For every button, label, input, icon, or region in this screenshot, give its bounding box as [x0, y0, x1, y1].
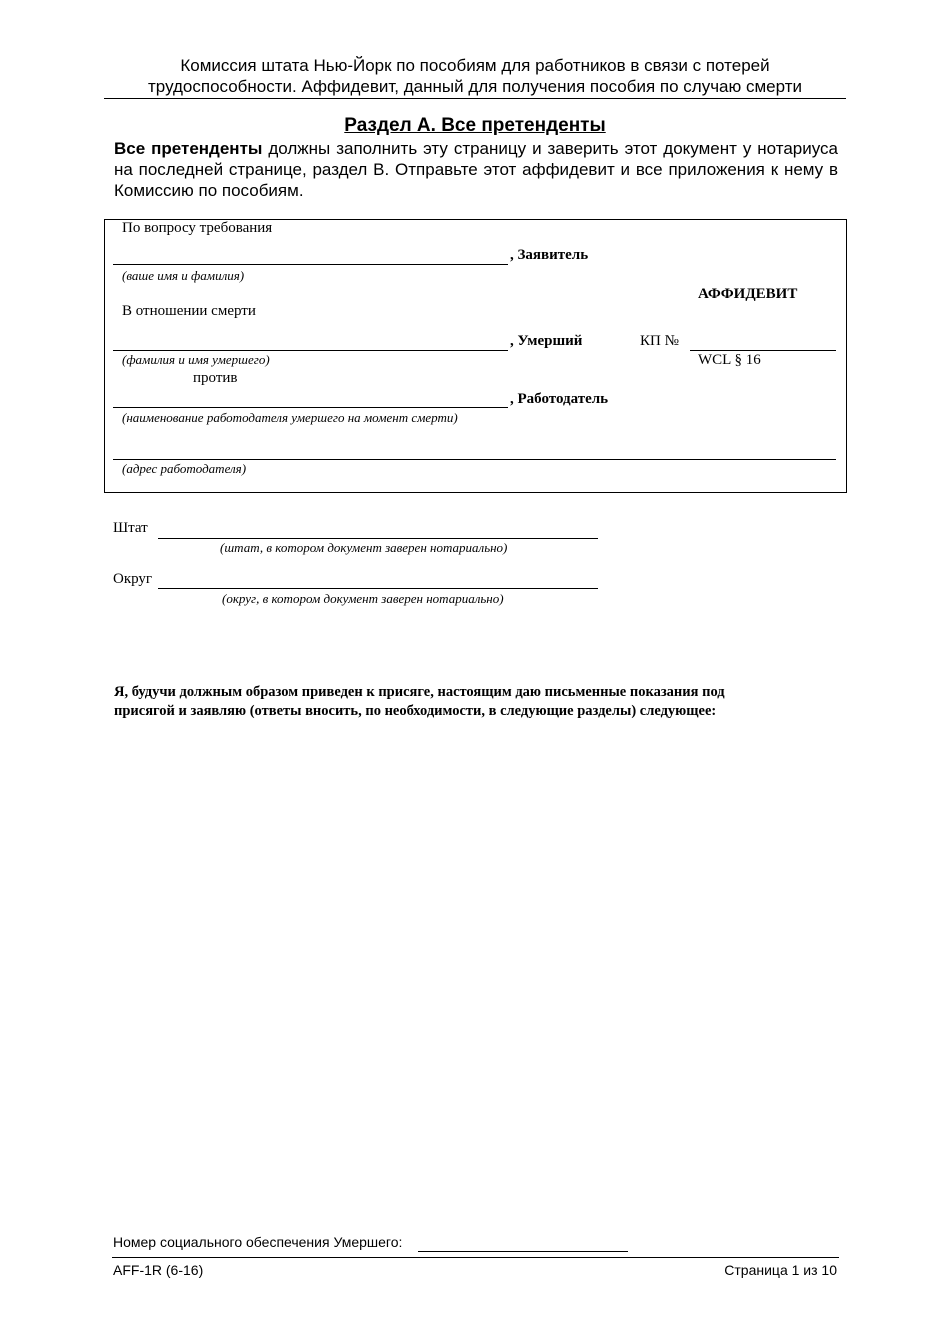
claimant-hint: (ваше имя и фамилия): [122, 268, 245, 283]
kp-number-field[interactable]: [690, 350, 836, 351]
header-line-1: Комиссия штата Нью-Йорк по пособиям для работников в связи с потерей: [180, 56, 770, 75]
intro-text: должны заполнить эту страницу и заверить этот документ у нотариуса на последней странице, раздел B. Отправьте этот аффидевит и все приложения к нему в Комиссию по пособиям.: [114, 139, 839, 200]
county-label: Округ: [113, 571, 153, 587]
page-number: Страница 1 из 10: [724, 1262, 837, 1278]
intro-bold-lead: Все претенденты: [114, 139, 263, 158]
employer-suffix: , Работодатель: [510, 391, 609, 407]
wcl-reference: WCL § 16: [698, 352, 761, 368]
section-title: Раздел A. Все претенденты: [344, 115, 606, 136]
state-hint: (штат, в котором документ заверен нотариально): [220, 540, 508, 555]
claimant-name-field[interactable]: [113, 264, 508, 265]
oath-line-2: присягой и заявляю (ответы вносить, по необходимости, в следующие разделы) следующее:: [114, 703, 717, 719]
state-label: Штат: [113, 520, 148, 536]
affidavit-title: АФФИДЕВИТ: [698, 286, 798, 302]
oath-line-1: Я, будучи должным образом приведен к присяге, настоящим даю письменные показания под: [114, 684, 725, 700]
state-field[interactable]: [158, 538, 598, 539]
address-hint: (адрес работодателя): [122, 461, 247, 476]
employer-hint: (наименование работодателя умершего на момент смерти): [122, 410, 458, 425]
form-id: AFF-1R (6-16): [113, 1262, 204, 1278]
claim-label: По вопросу требования: [122, 220, 273, 236]
ssn-field[interactable]: [418, 1251, 628, 1252]
county-hint: (округ, в котором документ заверен нотариально): [222, 591, 504, 606]
ssn-label: Номер социального обеспечения Умершего:: [113, 1234, 403, 1250]
employer-address-field[interactable]: [113, 459, 836, 460]
footer-divider: [112, 1257, 839, 1258]
deceased-hint: (фамилия и имя умершего): [122, 352, 270, 367]
oath-statement: [114, 683, 844, 721]
kp-label: КП №: [640, 333, 679, 349]
deceased-name-field[interactable]: [113, 350, 508, 351]
intro-paragraph: [114, 138, 838, 201]
versus-label: против: [193, 370, 238, 386]
document-header: [104, 55, 846, 99]
claimant-suffix: , Заявитель: [510, 247, 589, 263]
deceased-suffix: , Умерший: [510, 333, 583, 349]
county-field[interactable]: [158, 588, 598, 589]
header-line-2: трудоспособности. Аффидевит, данный для получения пособия по случаю смерти: [148, 77, 802, 96]
employer-name-field[interactable]: [113, 407, 508, 408]
death-label: В отношении смерти: [122, 303, 256, 319]
